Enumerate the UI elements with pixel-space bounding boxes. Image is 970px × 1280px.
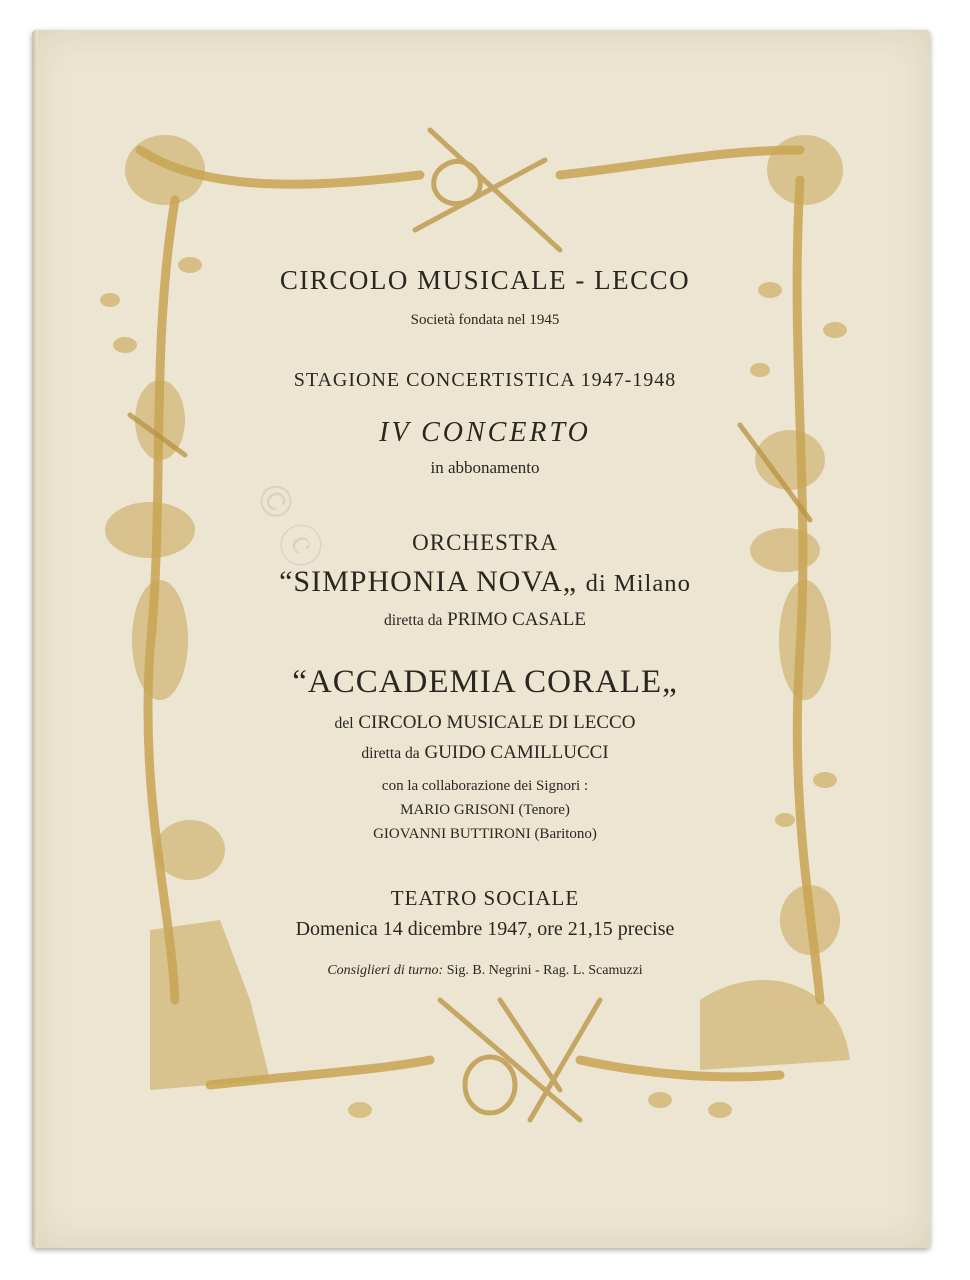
society-title: CIRCOLO MUSICALE - LECCO xyxy=(279,265,691,295)
orchestra-label: ORCHESTRA xyxy=(412,530,558,555)
choir-conductor: GUIDO CAMILLUCCI xyxy=(424,742,609,763)
orchestra-conductor: PRIMO CASALE xyxy=(447,609,586,630)
venue: TEATRO SOCIALE xyxy=(390,886,580,910)
soloist-1-role: (Tenore) xyxy=(518,802,570,818)
soloist-1 xyxy=(0,802,970,819)
choir-conductor-prefix: diretta da xyxy=(361,745,420,762)
councillors-label: Consiglieri di turno: xyxy=(327,963,444,978)
choir-of-line xyxy=(0,712,970,734)
soloist-2 xyxy=(0,826,970,843)
choir-of: CIRCOLO MUSICALE DI LECCO xyxy=(358,712,636,733)
soloist-1-name: MARIO GRISONI xyxy=(400,802,515,818)
soloist-2-name: GIOVANNI BUTTIRONI xyxy=(373,826,531,842)
concert-number: IV CONCERTO xyxy=(379,417,591,448)
subscription-line: in abbonamento xyxy=(430,458,540,477)
founded-line: Società fondata nel 1945 xyxy=(410,312,560,328)
season-line: STAGIONE CONCERTISTICA 1947-1948 xyxy=(293,369,677,391)
orchestra-name: “SIMPHONIA NOVA„ xyxy=(279,565,578,598)
choir-conductor-line xyxy=(0,742,970,764)
orchestra-conductor-prefix: diretta da xyxy=(384,612,443,629)
date-time: Domenica 14 dicembre 1947, ore 21,15 precise xyxy=(295,918,675,940)
copyright-watermark: © ⓒ xyxy=(246,475,332,577)
councillors-line xyxy=(0,963,970,979)
orchestra-line xyxy=(0,565,970,599)
collaboration-line: con la collaborazione dei Signori : xyxy=(381,778,589,794)
councillors: Sig. B. Negrini - Rag. L. Scamuzzi xyxy=(446,963,643,978)
choir-of-prefix: del xyxy=(334,715,354,732)
orchestra-conductor-line xyxy=(0,609,970,631)
choir-name: “ACCADEMIA CORALE„ xyxy=(292,664,678,700)
soloist-2-role: (Baritono) xyxy=(534,826,597,842)
orchestra-city: di Milano xyxy=(585,570,691,597)
